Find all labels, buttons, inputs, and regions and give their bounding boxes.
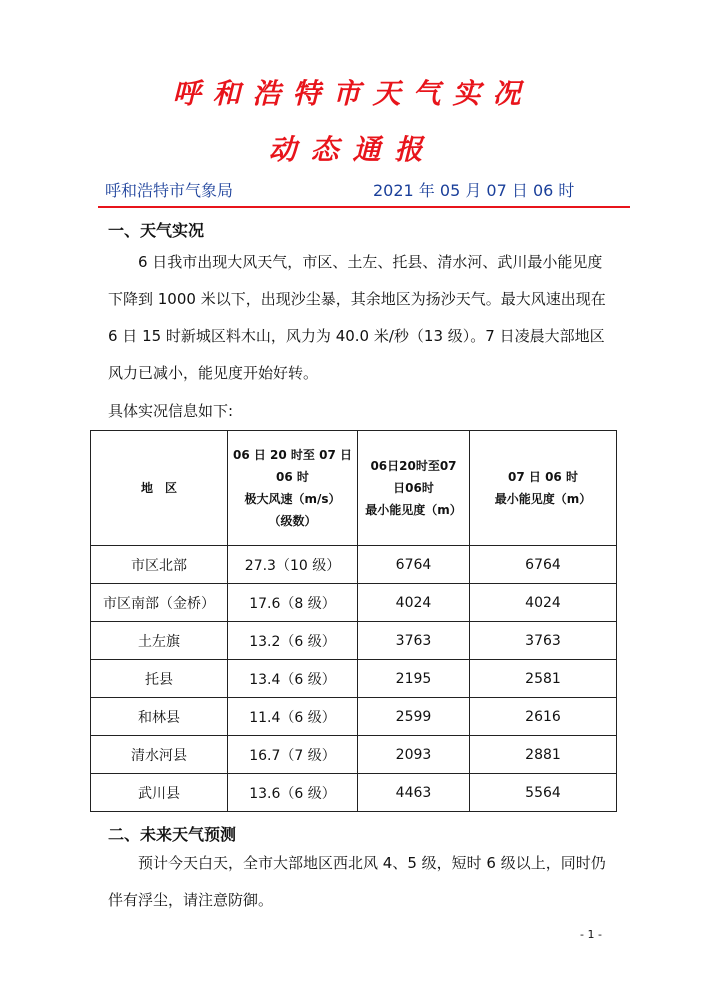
table-row	[91, 546, 617, 584]
issuer-row	[105, 178, 625, 206]
header-line: 地 区	[140, 481, 177, 495]
min-visibility-current-cell: 3763	[470, 622, 617, 660]
min-visibility-period-cell: 2195	[358, 660, 470, 698]
min-visibility-period-cell: 2599	[358, 698, 470, 736]
header-line: 最小能见度（m）	[494, 492, 592, 506]
issue-time: 2021 年 05 月 07 日 06 时	[373, 181, 575, 200]
header-divider	[98, 206, 630, 208]
header-line: 06 时	[276, 470, 309, 484]
region-cell: 土左旗	[91, 622, 228, 660]
min-visibility-current-cell: 6764	[470, 546, 617, 584]
region-cell: 和林县	[91, 698, 228, 736]
max-wind-cell: 13.6（6 级）	[228, 774, 358, 812]
region-cell: 武川县	[91, 774, 228, 812]
min-visibility-period-cell: 2093	[358, 736, 470, 774]
min-visibility-current-cell: 4024	[470, 584, 617, 622]
min-visibility-period-cell: 4024	[358, 584, 470, 622]
region-cell: 市区北部	[91, 546, 228, 584]
header-line: （级数）	[268, 514, 317, 528]
section2-paragraph: 预计今天白天，全市大部地区西北风 4、5 级，短时 6 级以上，同时仍伴有浮尘，请注意防御。	[108, 854, 606, 909]
section1-heading: 一、天气实况	[108, 221, 205, 240]
min-visibility-period-cell: 4463	[358, 774, 470, 812]
max-wind-cell: 13.4（6 级）	[228, 660, 358, 698]
table-row	[91, 774, 617, 812]
max-wind-cell: 13.2（6 级）	[228, 622, 358, 660]
min-visibility-period-cell: 6764	[358, 546, 470, 584]
min-visibility-current-cell: 2881	[470, 736, 617, 774]
table-row	[91, 698, 617, 736]
header-region	[91, 431, 228, 546]
min-visibility-current-cell: 2616	[470, 698, 617, 736]
header-line: 极大风速（m/s）	[244, 492, 341, 506]
table-row	[91, 660, 617, 698]
header-line: 06 日 20 时至 07 日	[233, 448, 352, 462]
region-cell: 托县	[91, 660, 228, 698]
header-line: 07 日 06 时	[508, 470, 578, 484]
page-subtitle: 动态通报	[268, 133, 437, 166]
min-visibility-current-cell: 5564	[470, 774, 617, 812]
header-min-visibility-period	[358, 431, 470, 546]
section2-heading: 二、未来天气预测	[108, 825, 237, 844]
header-line: 06日20时至07	[370, 459, 457, 473]
section1-paragraph: 6 日我市出现大风天气，市区、土左、托县、清水河、武川最小能见度下降到 1000 米以下，出现沙尘暴，其余地区为扬沙天气。最大风速出现在 6 日 15 时新城区料木山，风力为 40.0 米/秒（13 级）。7 日凌晨大部地区风力已减小，能见度开始好转。	[108, 253, 606, 382]
max-wind-cell: 27.3（10 级）	[228, 546, 358, 584]
table-header-row	[91, 431, 617, 546]
max-wind-cell: 16.7（7 级）	[228, 736, 358, 774]
region-cell: 清水河县	[91, 736, 228, 774]
page-number: - 1 -	[580, 928, 602, 941]
page-title: 呼和浩特市天气实况	[172, 77, 533, 110]
header-line: 最小能见度（m）	[365, 503, 462, 517]
header-max-wind	[228, 431, 358, 546]
header-min-visibility-current	[470, 431, 617, 546]
table-intro: 具体实况信息如下:	[108, 402, 234, 420]
min-visibility-current-cell: 2581	[470, 660, 617, 698]
max-wind-cell: 11.4（6 级）	[228, 698, 358, 736]
max-wind-cell: 17.6（8 级）	[228, 584, 358, 622]
table-row	[91, 622, 617, 660]
region-cell: 市区南部（金桥）	[91, 584, 228, 622]
table-row	[91, 736, 617, 774]
min-visibility-period-cell: 3763	[358, 622, 470, 660]
header-line: 日06时	[393, 481, 434, 495]
observation-table	[90, 430, 617, 812]
table-row	[91, 584, 617, 622]
issuer: 呼和浩特市气象局	[105, 181, 234, 200]
